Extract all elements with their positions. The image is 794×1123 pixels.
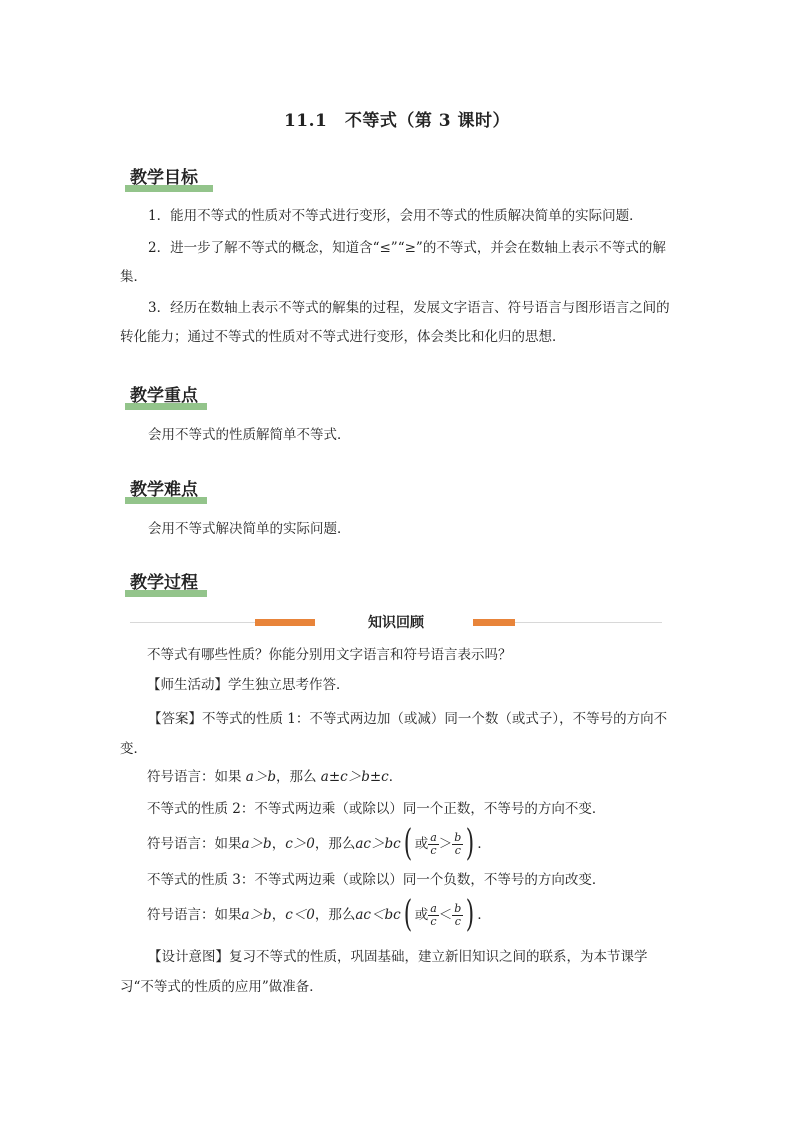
relation: ＞: [438, 836, 453, 852]
denominator: c: [454, 843, 461, 857]
text: 符号语言：如果: [147, 836, 242, 852]
goal-item-3: 3．经历在数轴上表示不等式的解集的过程，发展文字语言、符号语言与图形语言之间的转化能力；通过不等式的性质对不等式进行变形，体会类比和化归的思想．: [120, 300, 670, 345]
teacher-student-activity: 【师生活动】学生独立思考作答．: [147, 677, 350, 693]
text: 或: [414, 836, 429, 852]
text: ，那么: [276, 769, 321, 785]
property-3: 不等式的性质 3：不等式两边乘（或除以）同一个负数，不等号的方向改变．: [147, 872, 606, 888]
property-2: 不等式的性质 2：不等式两边乘（或除以）同一个正数，不等号的方向不变．: [147, 801, 606, 817]
denominator: c: [430, 914, 437, 928]
text: 或: [414, 907, 429, 923]
knowledge-review-divider: [130, 612, 662, 632]
math-expr: a＞b: [245, 769, 276, 785]
text: 符号语言：如果: [147, 907, 242, 923]
section-label: 教学难点: [130, 480, 198, 500]
text: 符号语言：如果: [147, 769, 246, 785]
left-paren: (: [403, 894, 412, 935]
left-paren: (: [403, 823, 412, 864]
numerator: a: [430, 901, 437, 915]
text: ．: [477, 836, 491, 852]
review-question: 不等式有哪些性质？你能分别用文字语言和符号语言表示吗？: [147, 647, 512, 663]
denominator: c: [454, 914, 461, 928]
answer-property-1: 【答案】不等式的性质 1：不等式两边加（或减）同一个数（或式子），不等号的方向不变．: [120, 711, 668, 757]
goal-item-1: 1．能用不等式的性质对不等式进行变形，会用不等式的性质解决简单的实际问题．: [148, 208, 643, 224]
denominator: c: [430, 843, 437, 857]
numerator: a: [430, 830, 437, 844]
design-intent: 【设计意图】复习不等式的性质，巩固基础，建立新旧知识之间的联系，为本节课学习“不等式的性质的应用”做准备．: [120, 949, 648, 995]
right-paren: ): [466, 894, 475, 935]
section-heading-keypoints: [125, 381, 204, 406]
math-expr: a±c＞b±c: [320, 769, 389, 785]
section-heading-difficulties: [125, 475, 204, 500]
text: ．: [388, 769, 403, 785]
symbol-language-3: [147, 894, 491, 935]
text: ，: [271, 836, 286, 852]
symbol-language-1: [147, 766, 402, 788]
section-label: 教学重点: [130, 386, 198, 406]
section-label: 教学过程: [130, 573, 198, 593]
knowledge-review-heading: 知识回顾: [368, 615, 424, 631]
goal-item-2: 2．进一步了解不等式的概念，知道含“≤”“≥”的不等式，并会在数轴上表示不等式的解集．: [120, 240, 666, 285]
fraction-group: [401, 823, 478, 864]
fraction-group: [401, 894, 478, 935]
section-heading-process: [125, 568, 204, 593]
right-paren: ): [466, 823, 475, 864]
math-expr: a＞b: [241, 907, 272, 923]
section-label: 教学目标: [130, 168, 198, 188]
math-expr: c＞0: [285, 836, 315, 852]
relation: ＜: [438, 907, 453, 923]
fraction: [428, 903, 439, 928]
page-title: 11.1 不等式（第 3 课时）: [283, 111, 511, 131]
fraction: [452, 832, 463, 857]
math-expr: a＞b: [241, 836, 272, 852]
text: ，那么: [314, 907, 356, 923]
fraction: [428, 832, 439, 857]
numerator: b: [454, 830, 462, 844]
symbol-language-2: [147, 823, 491, 864]
difficulty-text: 会用不等式解决简单的实际问题．: [148, 521, 351, 537]
text: ，: [271, 907, 286, 923]
keypoint-text: 会用不等式的性质解简单不等式．: [148, 427, 351, 443]
section-heading-goals: [125, 163, 204, 188]
numerator: b: [454, 901, 462, 915]
text: ．: [477, 907, 491, 923]
math-expr: c＜0: [285, 907, 315, 923]
text: ，那么: [314, 836, 356, 852]
math-expr: ac＞bc: [355, 836, 401, 852]
math-expr: ac＜bc: [355, 907, 401, 923]
fraction: [452, 903, 463, 928]
